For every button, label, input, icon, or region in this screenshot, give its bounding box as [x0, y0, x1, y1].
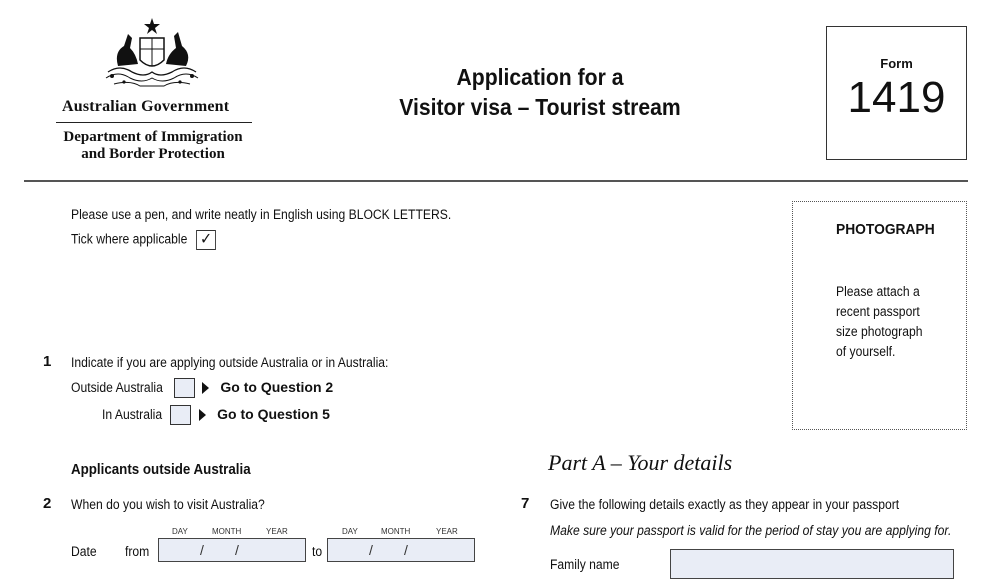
tick-instruction-label: Tick where applicable — [71, 231, 188, 247]
question-2-number: 2 — [43, 495, 52, 512]
q1-option-in — [102, 405, 330, 425]
date-from-month-header: MONTH — [212, 527, 242, 536]
question-1-text: Indicate if you are applying outside Australia or in Australia: — [71, 355, 389, 370]
date-label: Date — [71, 544, 97, 559]
question-2-text: When do you wish to visit Australia? — [71, 497, 265, 512]
outside-australia-checkbox[interactable] — [174, 378, 195, 398]
date-from-label: from — [125, 544, 150, 559]
date-to-year-header: YEAR — [436, 527, 458, 536]
form-number-box — [826, 26, 967, 160]
date-to-month-header: MONTH — [381, 527, 411, 536]
date-to-separators: / / — [369, 542, 408, 558]
form-number: 1419 — [847, 73, 946, 122]
photograph-title: PHOTOGRAPH — [836, 221, 935, 238]
photograph-note-line: size photograph — [836, 324, 923, 339]
date-from-input[interactable] — [158, 538, 306, 562]
q1-option-in-label: In Australia — [102, 407, 163, 423]
form-title — [384, 62, 697, 122]
photograph-note-line: of yourself. — [836, 344, 896, 359]
question-1-number: 1 — [43, 353, 52, 370]
family-name-label: Family name — [550, 557, 620, 572]
arrow-right-icon — [202, 382, 209, 394]
arrow-right-icon — [199, 409, 206, 421]
date-to-label: to — [312, 544, 323, 559]
question-7-note: Make sure your passport is valid for the period of stay you are applying for. — [550, 523, 952, 538]
q1-option-in-goto: Go to Question 5 — [217, 406, 330, 423]
family-name-input[interactable] — [670, 549, 954, 579]
date-to-input[interactable] — [327, 538, 475, 562]
date-from-year-header: YEAR — [266, 527, 288, 536]
part-a-heading: Part A – Your details — [548, 450, 733, 475]
date-from-day-header: DAY — [172, 527, 188, 536]
date-to-day-header: DAY — [342, 527, 358, 536]
q1-option-outside-label: Outside Australia — [71, 380, 163, 396]
government-divider — [56, 122, 252, 123]
photograph-note-line: recent passport — [836, 304, 920, 319]
tick-instruction — [71, 230, 216, 250]
pen-instruction: Please use a pen, and write neatly in English using BLOCK LETTERS. — [71, 207, 452, 222]
photograph-note-line: Please attach a — [836, 284, 920, 299]
section-applicants-outside: Applicants outside Australia — [71, 462, 251, 478]
government-name: Australian Government — [62, 98, 230, 115]
photograph-box — [792, 201, 967, 430]
in-australia-checkbox[interactable] — [170, 405, 191, 425]
department-line-2: and Border Protection — [81, 146, 225, 162]
photograph-note — [836, 282, 944, 362]
department-line-1: Department of Immigration — [63, 129, 243, 145]
form-label: Form — [880, 56, 913, 71]
tick-example-checkbox-icon: ✓ — [196, 230, 216, 250]
department-name — [48, 129, 258, 163]
coat-of-arms-crest-icon — [100, 16, 204, 94]
question-7-number: 7 — [521, 495, 530, 512]
header-divider — [24, 180, 968, 182]
question-7-text: Give the following details exactly as they appear in your passport — [550, 497, 900, 512]
q1-option-outside-goto: Go to Question 2 — [220, 379, 334, 396]
date-from-separators: / / — [200, 542, 239, 558]
form-title-line-1: Application for a — [456, 64, 624, 90]
q1-option-outside — [71, 378, 333, 398]
form-title-line-2: Visitor visa – Tourist stream — [399, 94, 681, 120]
